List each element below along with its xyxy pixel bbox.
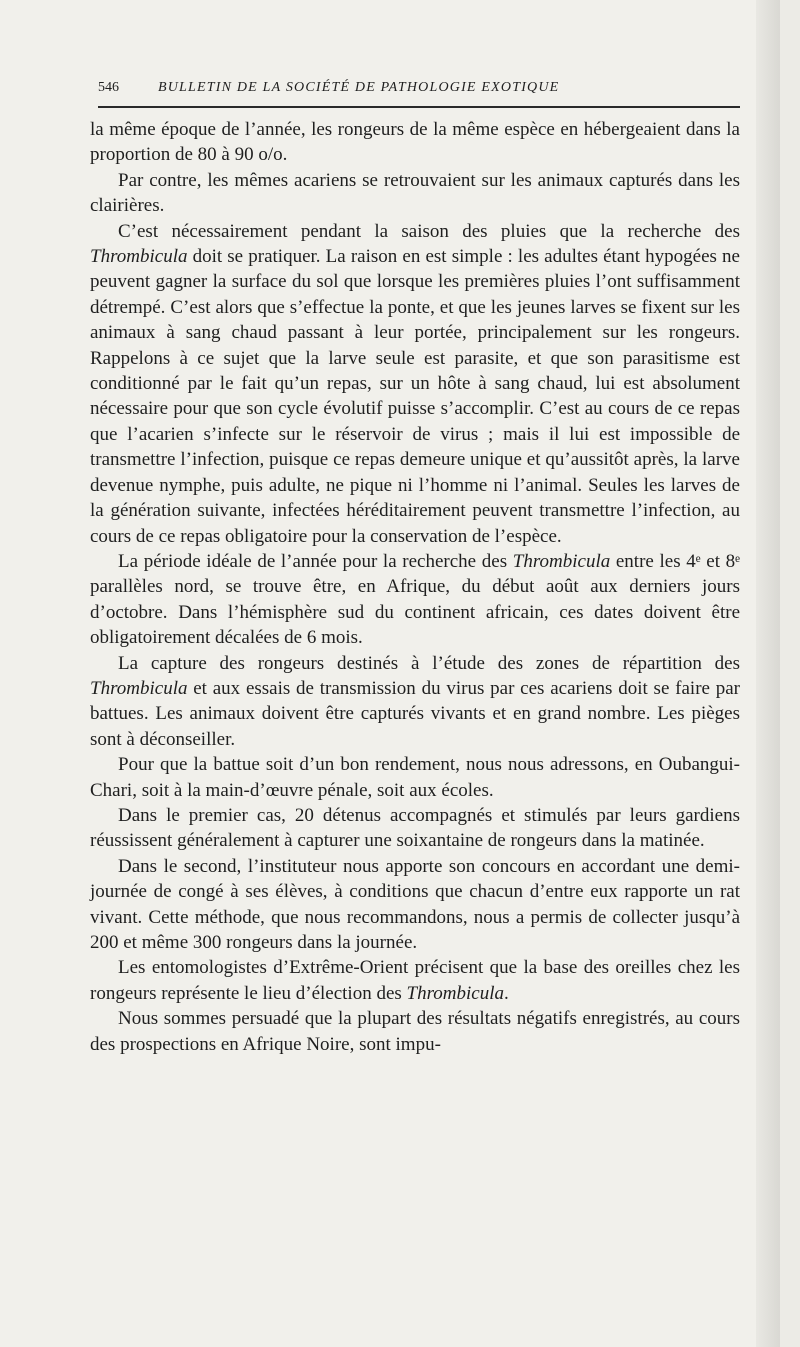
text-run: Les entomologistes d’Extrême-Orient précisent que la base des oreilles chez les rongeurs représente le lieu d’élection des xyxy=(90,957,740,1004)
page-header xyxy=(98,80,738,96)
text-run: Par contre, les mêmes acariens se retrouvaient sur les animaux capturés dans les clairières. xyxy=(90,169,740,217)
paragraph xyxy=(90,955,740,1006)
text-run: et aux essais de transmission du virus par ces acariens doit se faire par battues. Les animaux doivent être capturés vivants et en grand nombre. Les pièges sont à déconseiller. xyxy=(90,677,740,750)
text-run: . xyxy=(504,982,509,1004)
text-run: la même époque de l’année, les rongeurs de la même espèce en hébergeaient dans la proportion de 80 à 90 o/o. xyxy=(90,119,740,166)
paragraph xyxy=(90,854,740,956)
running-head: BULLETIN DE LA SOCIÉTÉ DE PATHOLOGIE EXOTIQUE xyxy=(158,80,560,95)
page-edge xyxy=(756,0,780,1347)
text-run: doit se pratiquer. La raison en est simple : les adultes étant hypogées ne peuvent gagner la surface du sol que lorsque les premières pluies l’ont suffisamment détrempé. C’est alors que s’effectue la ponte, et que les jeunes larves se fixent sur les animaux à sang chaud passant à leur portée, principalement sur les rongeurs. Rappelons à ce sujet que la larve seule est parasite, et que son parasitisme est conditionné par le fait qu’un repas, sur un hôte à sang chaud, lui est absolument nécessaire pour que son cycle évolutif puisse s’accomplir. C’est au cours de ce repas que l’acarien s’infecte sur le réservoir de virus ; mais il lui est impossible de transmettre l’infection, puisque ce repas demeure unique et qu’aussitôt après, la larve devenue nymphe, puis adulte, ne pique ni l’homme ni l’animal. Seules les larves de la génération suivante, infectées héréditairement peuvent transmettre l’infection, au cours de ce repas obligatoire pour la conservation de l’espèce. xyxy=(90,246,740,547)
paragraph xyxy=(90,117,740,168)
page-number: 546 xyxy=(98,80,119,95)
text-run: Dans le premier cas, 20 détenus accompagnés et stimulés par leurs gardiens réussissent généralement à capturer une soixantaine de rongeurs dans la matinée. xyxy=(90,804,740,852)
italic-term: Thrombicula xyxy=(406,982,505,1004)
text-run: Pour que la battue soit d’un bon rendement, nous nous adressons, en Oubangui-Chari, soit à la main-d’œuvre pénale, soit aux écoles. xyxy=(90,754,740,801)
text-run: La capture des rongeurs destinés à l’étude des zones de répartition des xyxy=(118,652,740,674)
text-run: Nous sommes persuadé que la plupart des résultats négatifs enregistrés, au cours des prospections en Afrique Noire, sont impu- xyxy=(90,1008,740,1055)
italic-term: Thrombicula xyxy=(90,246,188,268)
header-rule xyxy=(98,106,740,108)
paragraph xyxy=(90,168,740,219)
text-run: C’est nécessairement pendant la saison des pluies que la recherche des xyxy=(118,220,740,242)
paragraph xyxy=(90,803,740,854)
text-run: entre les 4ᵉ et 8ᵉ parallèles nord, se trouve être, en Afrique, du début août aux derniers jours d’octobre. Dans l’hémisphère sud du continent africain, ces dates doivent être obligatoirement décalées de 6 mois. xyxy=(90,550,740,649)
paragraph xyxy=(90,219,740,549)
text-run: Dans le second, l’instituteur nous apporte son concours en accordant une demi-journée de congé à ses élèves, à conditions que chacun d’entre eux rapporte un rat vivant. Cette méthode, que nous recommandons, nous a permis de collecter jusqu’à 200 et même 300 rongeurs dans la journée. xyxy=(90,855,740,953)
body-text xyxy=(90,117,740,1057)
italic-term: Thrombicula xyxy=(90,677,188,699)
paragraph xyxy=(90,752,740,803)
text-run: La période idéale de l’année pour la recherche des xyxy=(118,550,513,572)
italic-term: Thrombicula xyxy=(512,550,611,572)
paragraph xyxy=(90,651,740,753)
paragraph xyxy=(90,549,740,651)
paragraph xyxy=(90,1006,740,1057)
